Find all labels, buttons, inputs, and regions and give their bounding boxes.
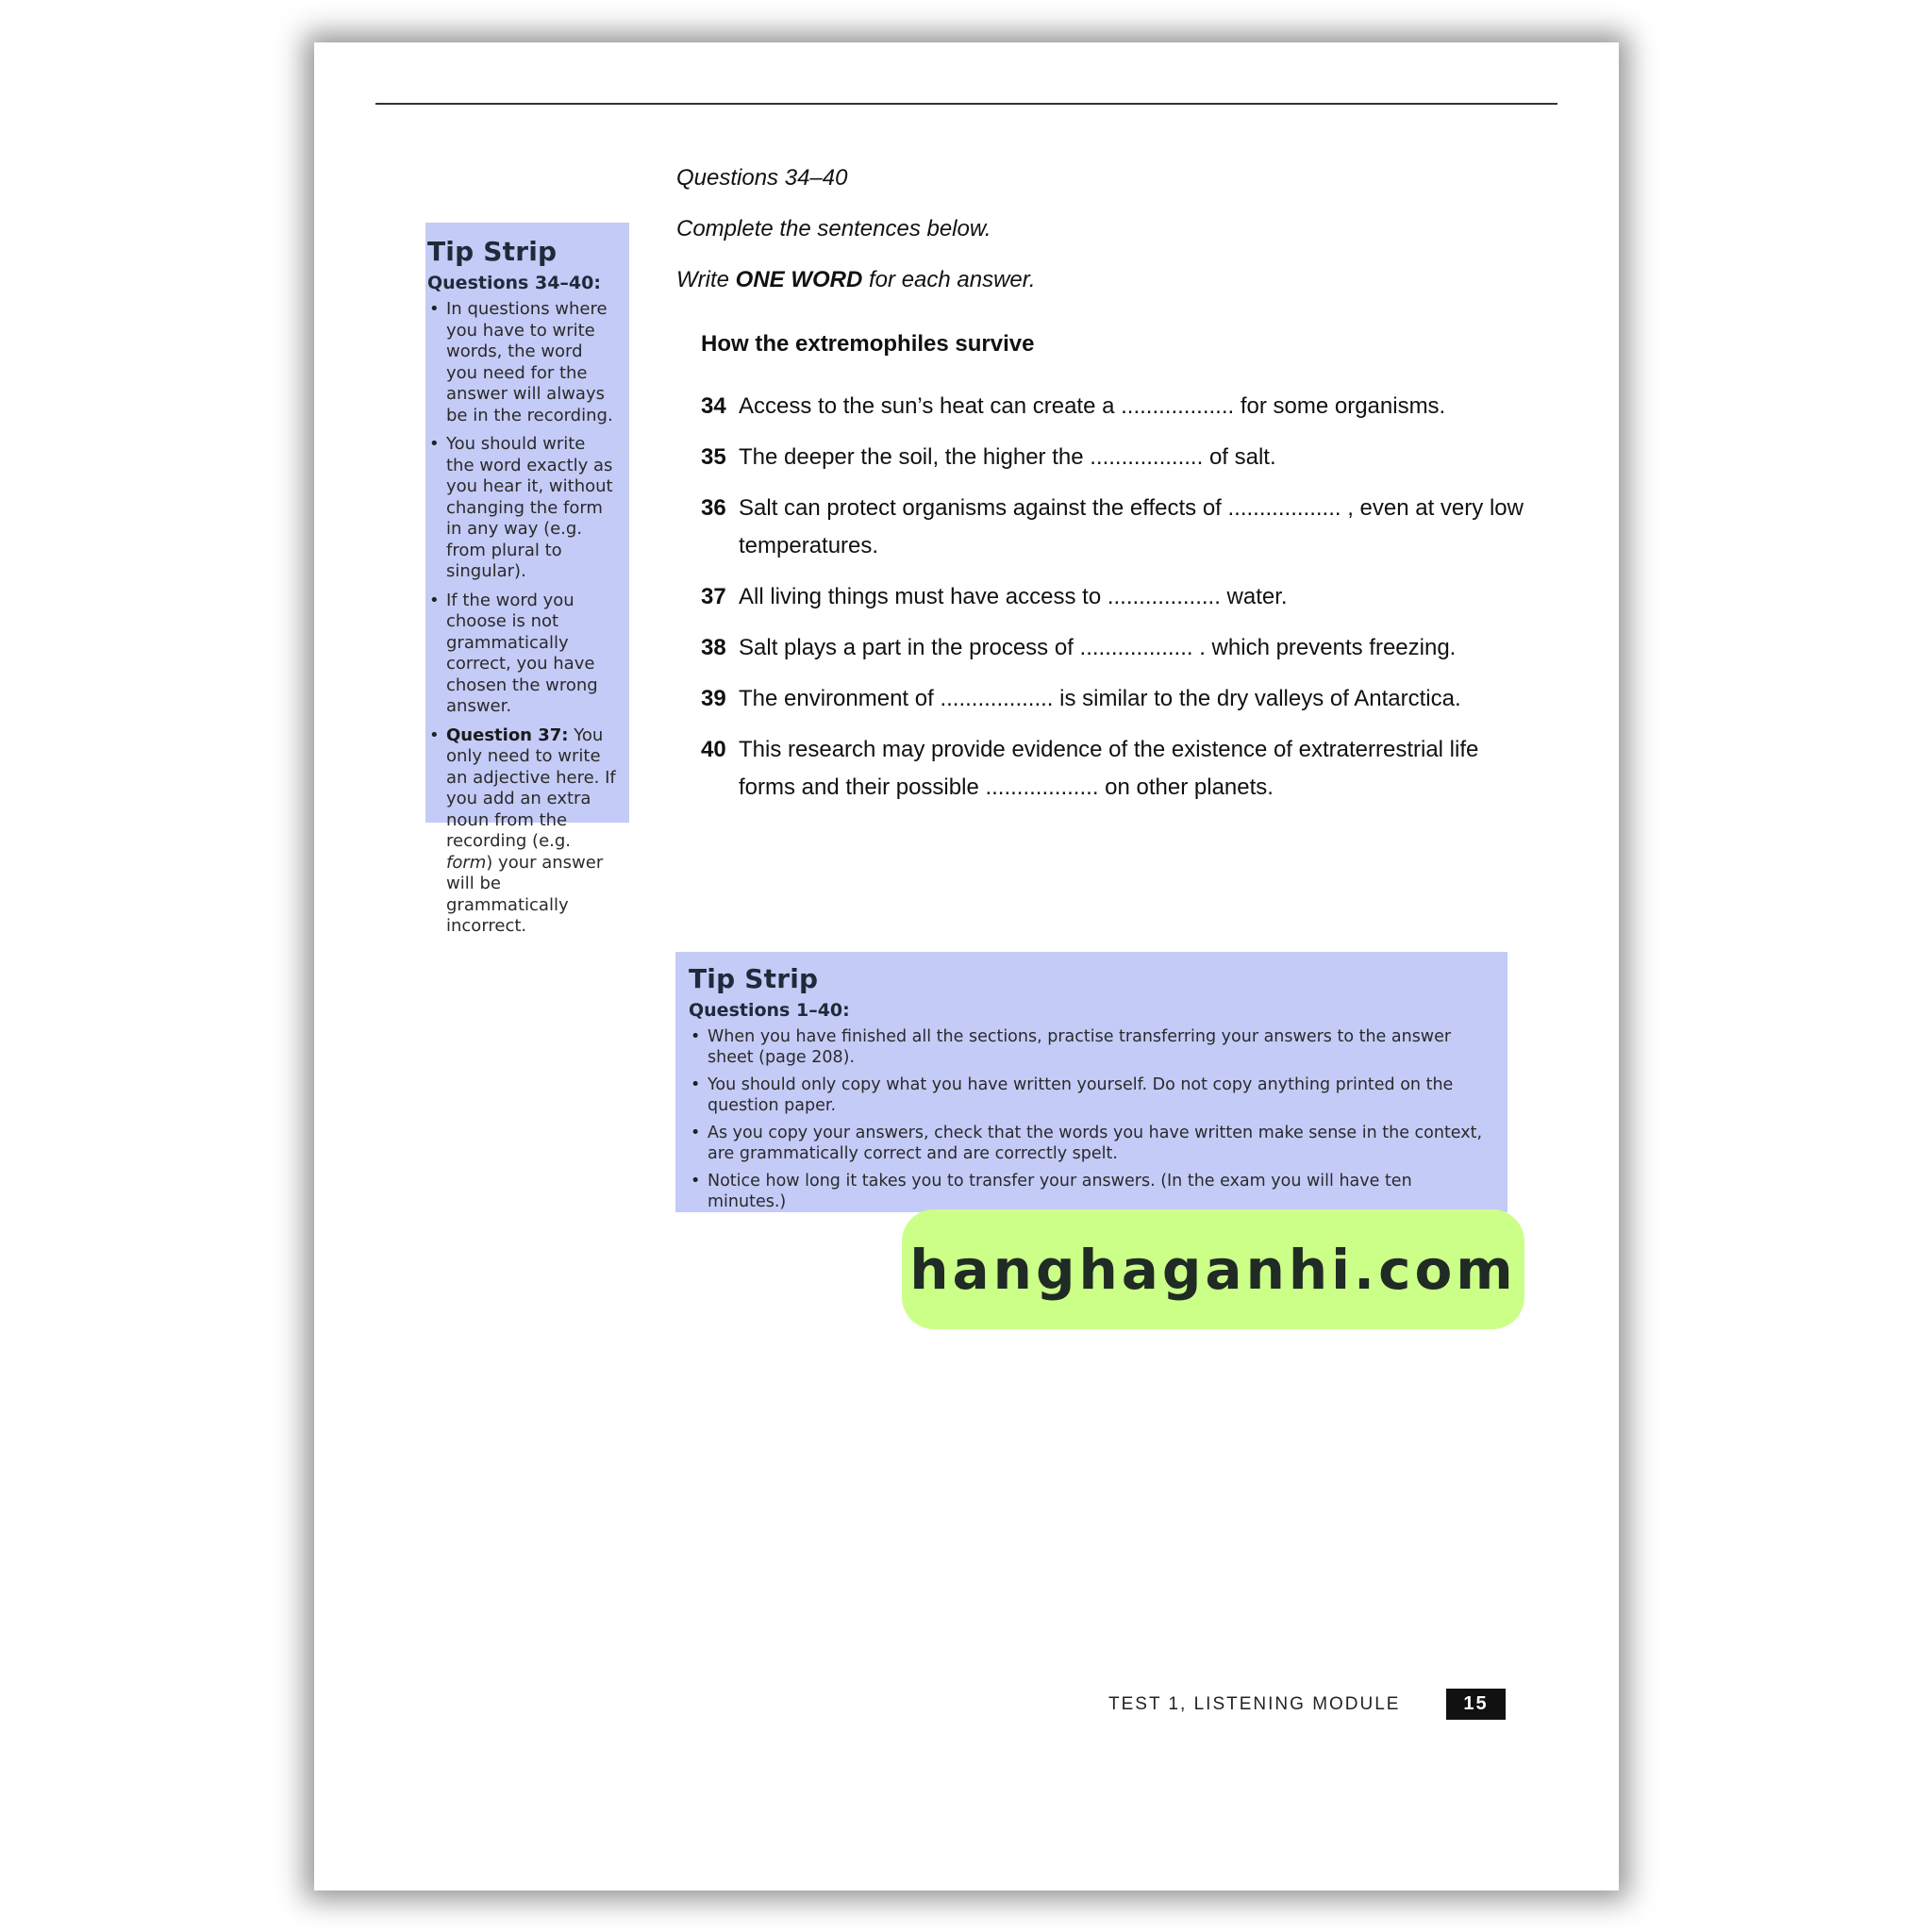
tip-item: • Notice how long it takes you to transfer your answers. (In the exam you will have ten minutes.) [689, 1171, 1494, 1212]
question-list [701, 388, 1531, 820]
tip-item: • If the word you choose is not grammatically correct, you have chosen the wrong answer. [427, 591, 618, 718]
tip-item-text: ) your answer will be grammatically incorrect. [446, 852, 604, 936]
question-36 [701, 490, 1531, 565]
question-35 [701, 439, 1531, 476]
question-text: This research may provide evidence of the existence of extraterrestrial life forms and their possible .................. on other planets. [739, 737, 1479, 800]
question-37 [701, 578, 1531, 616]
question-text: The environment of .................. is similar to the dry valleys of Antarctica. [739, 686, 1461, 711]
tip-list [689, 1026, 1494, 1212]
question-text: All living things must have access to .................. water. [739, 584, 1288, 609]
question-text: The deeper the soil, the higher the .................. of salt. [739, 444, 1276, 470]
tip-list [427, 299, 618, 938]
top-rule [375, 103, 1557, 105]
question-number: 39 [701, 686, 726, 711]
document-page [314, 42, 1619, 1890]
question-38 [701, 629, 1531, 667]
question-39 [701, 680, 1531, 718]
instruction-write-prefix: Write [676, 267, 736, 292]
tip-item-text: You only need to write an adjective here. If you add an extra noun from the recording (e.g. [446, 724, 616, 851]
tip-item: • You should only copy what you have written yourself. Do not copy anything printed on the question paper. [689, 1074, 1494, 1116]
tip-item-bold: Question 37: [446, 724, 569, 745]
tip-item [427, 725, 618, 938]
tip-strip-side [425, 223, 629, 936]
tip-strip-subtitle: Questions 34–40: [427, 273, 601, 293]
section-title: How the extremophiles survive [701, 331, 1035, 357]
tip-item: • In questions where you have to write words, the word you need for the answer will always be in the recording. [427, 299, 618, 426]
footer-label: TEST 1, LISTENING MODULE [1108, 1694, 1401, 1714]
page-number: 15 [1446, 1689, 1506, 1720]
question-number: 35 [701, 444, 726, 470]
question-number: 34 [701, 393, 726, 419]
question-number: 38 [701, 635, 726, 660]
question-40 [701, 731, 1531, 807]
question-text: Salt can protect organisms against the effects of .................. , even at very low temperatures. [739, 495, 1524, 558]
instruction-complete: Complete the sentences below. [676, 216, 991, 242]
tip-item: • When you have finished all the sections, practise transferring your answers to the answer sheet (page 208). [689, 1026, 1494, 1068]
tip-item: • You should write the word exactly as you hear it, without changing the form in any way (e.g. from plural to singular). [427, 434, 618, 583]
watermark-banner: hanghaganhi.com [902, 1209, 1524, 1329]
question-text: Access to the sun’s heat can create a .................. for some organisms. [739, 393, 1446, 419]
question-number: 37 [701, 584, 726, 609]
tip-item-italic: form [446, 852, 487, 873]
question-34 [701, 388, 1531, 425]
tip-strip-title: Tip Strip [427, 236, 558, 267]
question-number: 36 [701, 495, 726, 521]
tip-item: • As you copy your answers, check that the words you have written make sense in the context, are grammatically correct and are correctly spelt. [689, 1123, 1494, 1164]
tip-strip-subtitle: Questions 1–40: [689, 1000, 850, 1021]
question-text: Salt plays a part in the process of .................. . which prevents freezing. [739, 635, 1457, 660]
question-number: 40 [701, 737, 726, 762]
instruction-write [676, 267, 1036, 293]
instruction-write-bold: ONE WORD [735, 267, 863, 292]
questions-range: Questions 34–40 [676, 165, 848, 191]
instruction-write-suffix: for each answer. [862, 267, 1036, 292]
tip-strip-bottom [675, 952, 1507, 1212]
tip-strip-title: Tip Strip [689, 963, 819, 994]
